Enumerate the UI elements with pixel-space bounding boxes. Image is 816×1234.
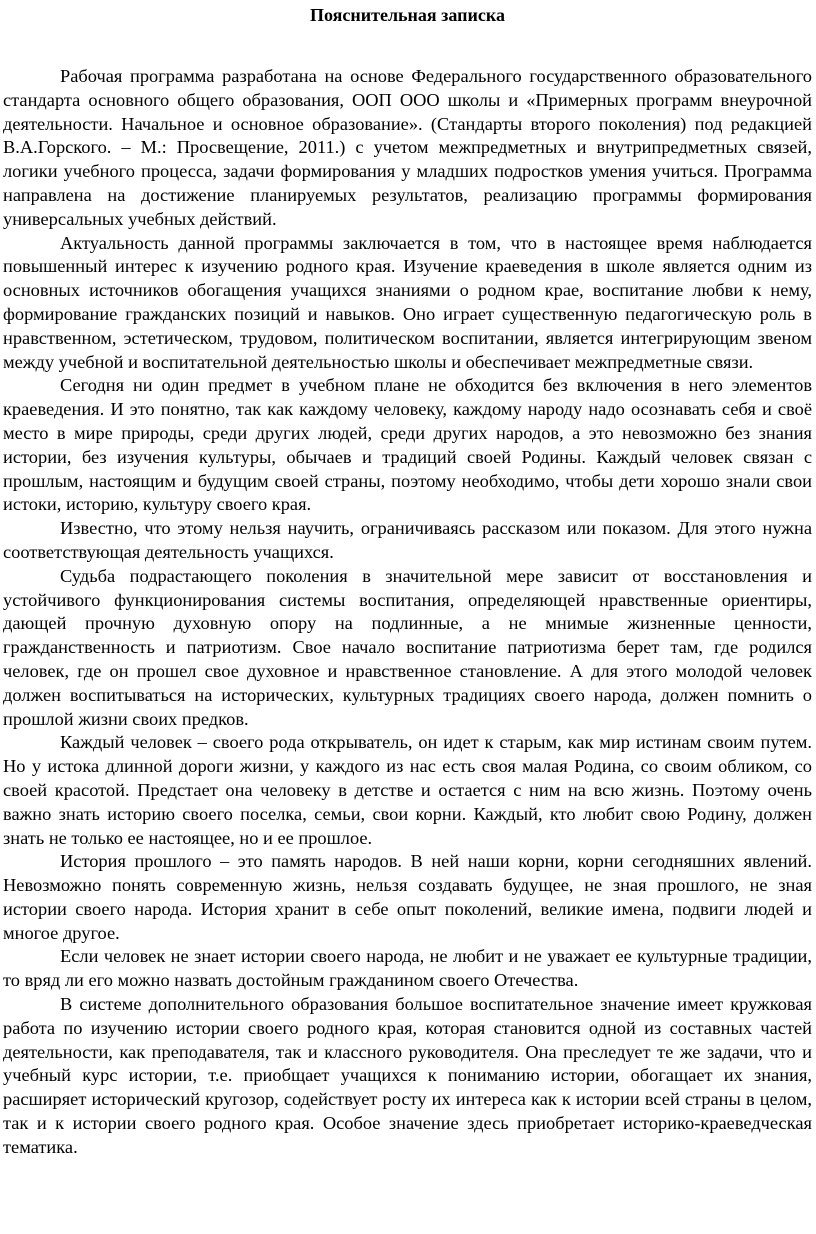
paragraph-program-basis: Рабочая программа разработана на основе Федерального государственного образовательного стандарта основного общего образования, ООП ООО школы и «Примерных программ внеурочной деятельности. Начальное и основное образование». (Стандарты второго поколения) под редакцией В.А.Горского. – М.: Просвещение, 2011.) с учетом межпредметных и внутрипредметных связей, логики учебного процесса, задачи формирования у младших подростков умения учиться. Программа направлена на достижение планируемых результатов, реализацию программы формирования универсальных учебных действий. [3, 66, 812, 229]
paragraph-relevance: Актуальность данной программы заключается в том, что в настоящее время наблюдается повышенный интерес к изучению родного края. Изучение краеведения в школе является одним из основных источников обогащения учащихся знаниями о родном крае, воспитание любви к нему, формирование гражданских позиций и навыков. Оно играет существенную педагогическую роль в нравственном, эстетическом, трудовом, политическом воспитании, является интегрирующим звеном между учебной и воспитательной деятельностью школы и обеспечивает межпредметные связи. [3, 232, 812, 372]
paragraph-citizen: Если человек не знает истории своего народа, не любит и не уважает ее культурные традиции, то вряд ли его можно назвать достойным гражданином своего Отечества. [3, 946, 812, 991]
document-title: Пояснительная записка [309, 5, 505, 25]
paragraph-younger-generation: Судьба подрастающего поколения в значительной мере зависит от восстановления и устойчивого функционирования системы воспитания, определяющей нравственные ориентиры, дающей прочную духовную опору на подлинные, а не мнимые жизненные ценности, гражданственность и патриотизм. Свое начало воспитание патриотизма берет там, где родился человек, где он прошел свое духовное и нравственное становление. А для этого молодой человек должен воспитываться на исторических, культурных традициях своего народа, должен помнить о прошлой жизни своих предков. [3, 565, 812, 729]
paragraph-local-history-elements: Сегодня ни один предмет в учебном плане не обходится без включения в него элементов краеведения. И это понятно, так как каждому человеку, каждому народу надо осознавать себя и своё место в мире природы, среди других людей, среди других народов, а это невозможно без знания истории, без изучения культуры, обычаев и традиций своей Родины. Каждый человек связан с прошлым, настоящим и будущим своей страны, поэтому необходимо, чтобы дети хорошо знали свои истоки, историю, культуру своего края. [3, 375, 812, 515]
paragraph-club-work: В системе дополнительного образования большое воспитательное значение имеет кружковая работа по изучению истории своего родного края, которая становится одной из составных частей деятельности, как преподавателя, так и классного руководителя. Она преследует те же задачи, что и учебный курс истории, т.е. приобщает учащихся к пониманию истории, обогащает их знания, расширяет исторический кругозор, содействует росту их интереса как к истории всей страны в целом, так и к истории своего родного края. Особое значение здесь приобретает историко-краеведческая тематика. [3, 994, 812, 1157]
paragraph-history-memory: История прошлого – это память народов. В ней наши корни, корни сегодняшних явлений. Невозможно понять современную жизнь, нельзя создавать будущее, не зная прошлого, не зная истории своего народа. История хранит в себе опыт поколений, великие имена, подвиги людей и многое другое. [3, 851, 812, 943]
paragraph-student-activity: Известно, что этому нельзя научить, ограничиваясь рассказом или показом. Для этого нужна соответствующая деятельность учащихся. [3, 518, 812, 562]
document-body [3, 65, 812, 1160]
paragraph-small-homeland: Каждый человек – своего рода открыватель, он идет к старым, как мир истинам своим путем. Но у истока длинной дороги жизни, у каждого из нас есть своя малая Родина, со своим обликом, со своей красотой. Предстает она человеку в детстве и остается с ним на всю жизнь. Поэтому очень важно знать историю своего поселка, семьи, свои корни. Каждый, кто любит свою Родину, должен знать не только ее настоящее, но и ее прошлое. [3, 732, 812, 848]
